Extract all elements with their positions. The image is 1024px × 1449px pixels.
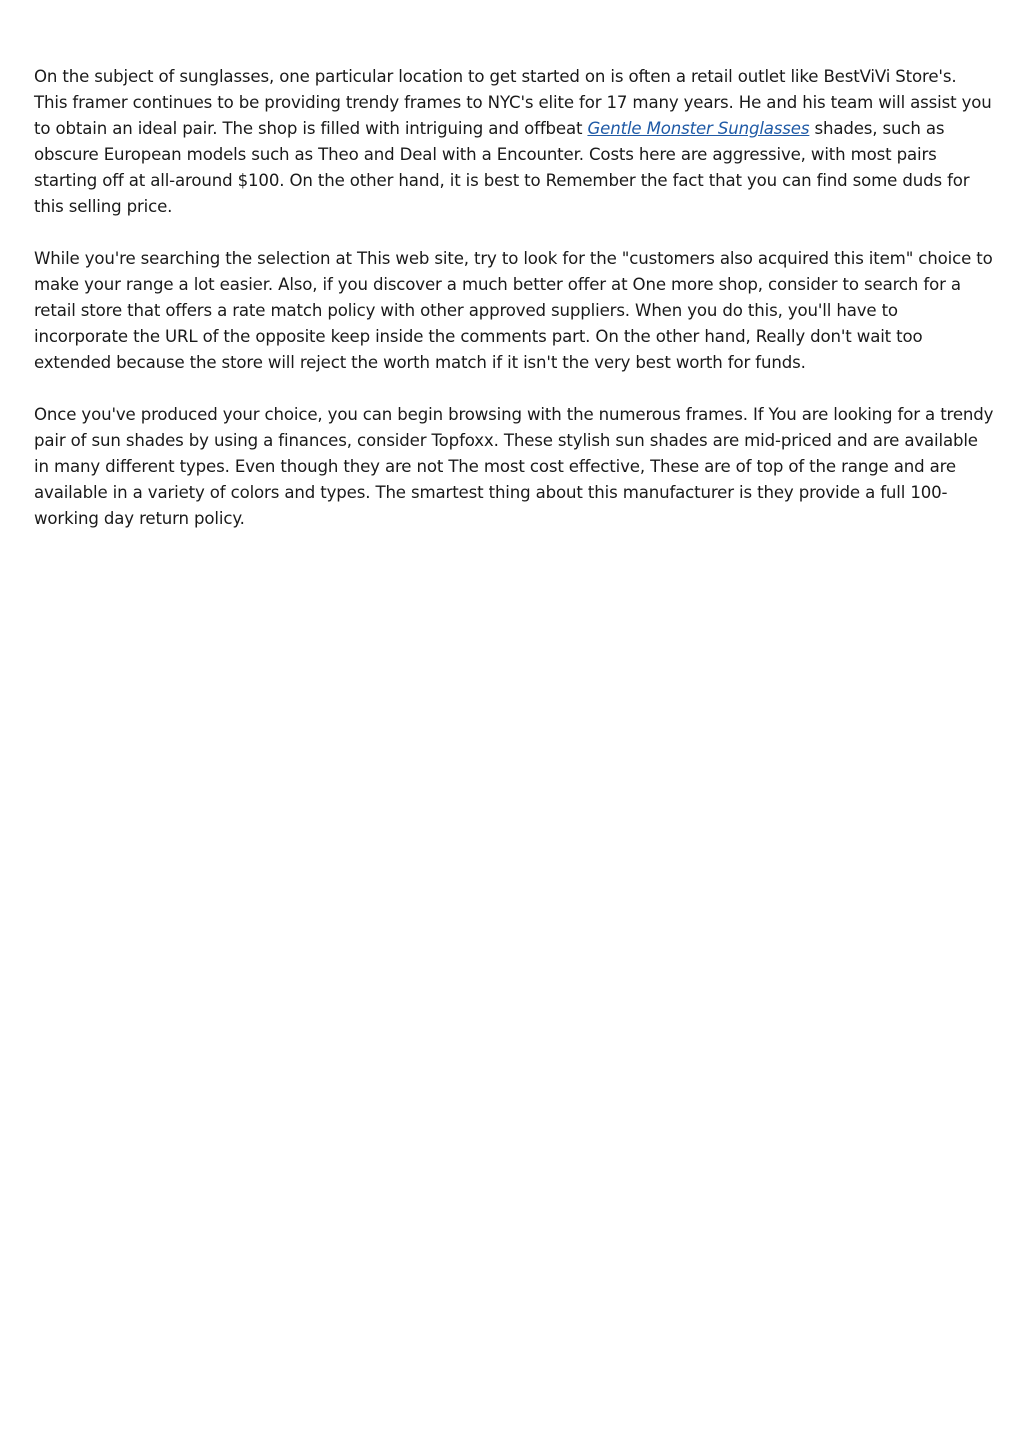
paragraph-2: While you're searching the selection at This web site, try to look for the "customers also acquired this item" choice to make your range a lot easier. Also, if you discover a much better offer at One more shop, consider to search for a retail store that offers a rate match policy with other approved suppliers. When you do this, you'll have to incorporate the URL of the opposite keep inside the comments part. On the other hand, Really don't wait too extended because the store will reject the worth match if it isn't the very best worth for funds. — [34, 249, 993, 372]
document-body — [34, 64, 994, 558]
paragraph-1-text-after-link: shades, such as obscure European models such as Theo and Deal with a Encounter. Costs here are aggressive, with most pairs starting off at all-around $100. On the other hand, it is best to Remember the fact that you can find some duds for this selling price. — [34, 119, 970, 216]
paragraph-3: Once you've produced your choice, you can begin browsing with the numerous frames. If You are looking for a trendy pair of sun shades by using a finances, consider Topfoxx. These stylish sun shades are mid-priced and are available in many different types. Even though they are not The most cost effective, These are of top of the range and are available in a variety of colors and types. The smartest thing about this manufacturer is they provide a full 100-working day return policy. — [34, 405, 994, 528]
paragraph-1-text-before-link: On the subject of sunglasses, one particular location to get started on is often a retail outlet like BestViVi Store's. This framer continues to be providing trendy frames to NYC's elite for 17 many years. He and his team will assist you to obtain an ideal pair. The shop is filled with intriguing and offbeat — [34, 67, 992, 138]
gentle-monster-sunglasses-link[interactable]: Gentle Monster Sunglasses — [587, 119, 810, 138]
paragraph-1 — [34, 64, 994, 220]
